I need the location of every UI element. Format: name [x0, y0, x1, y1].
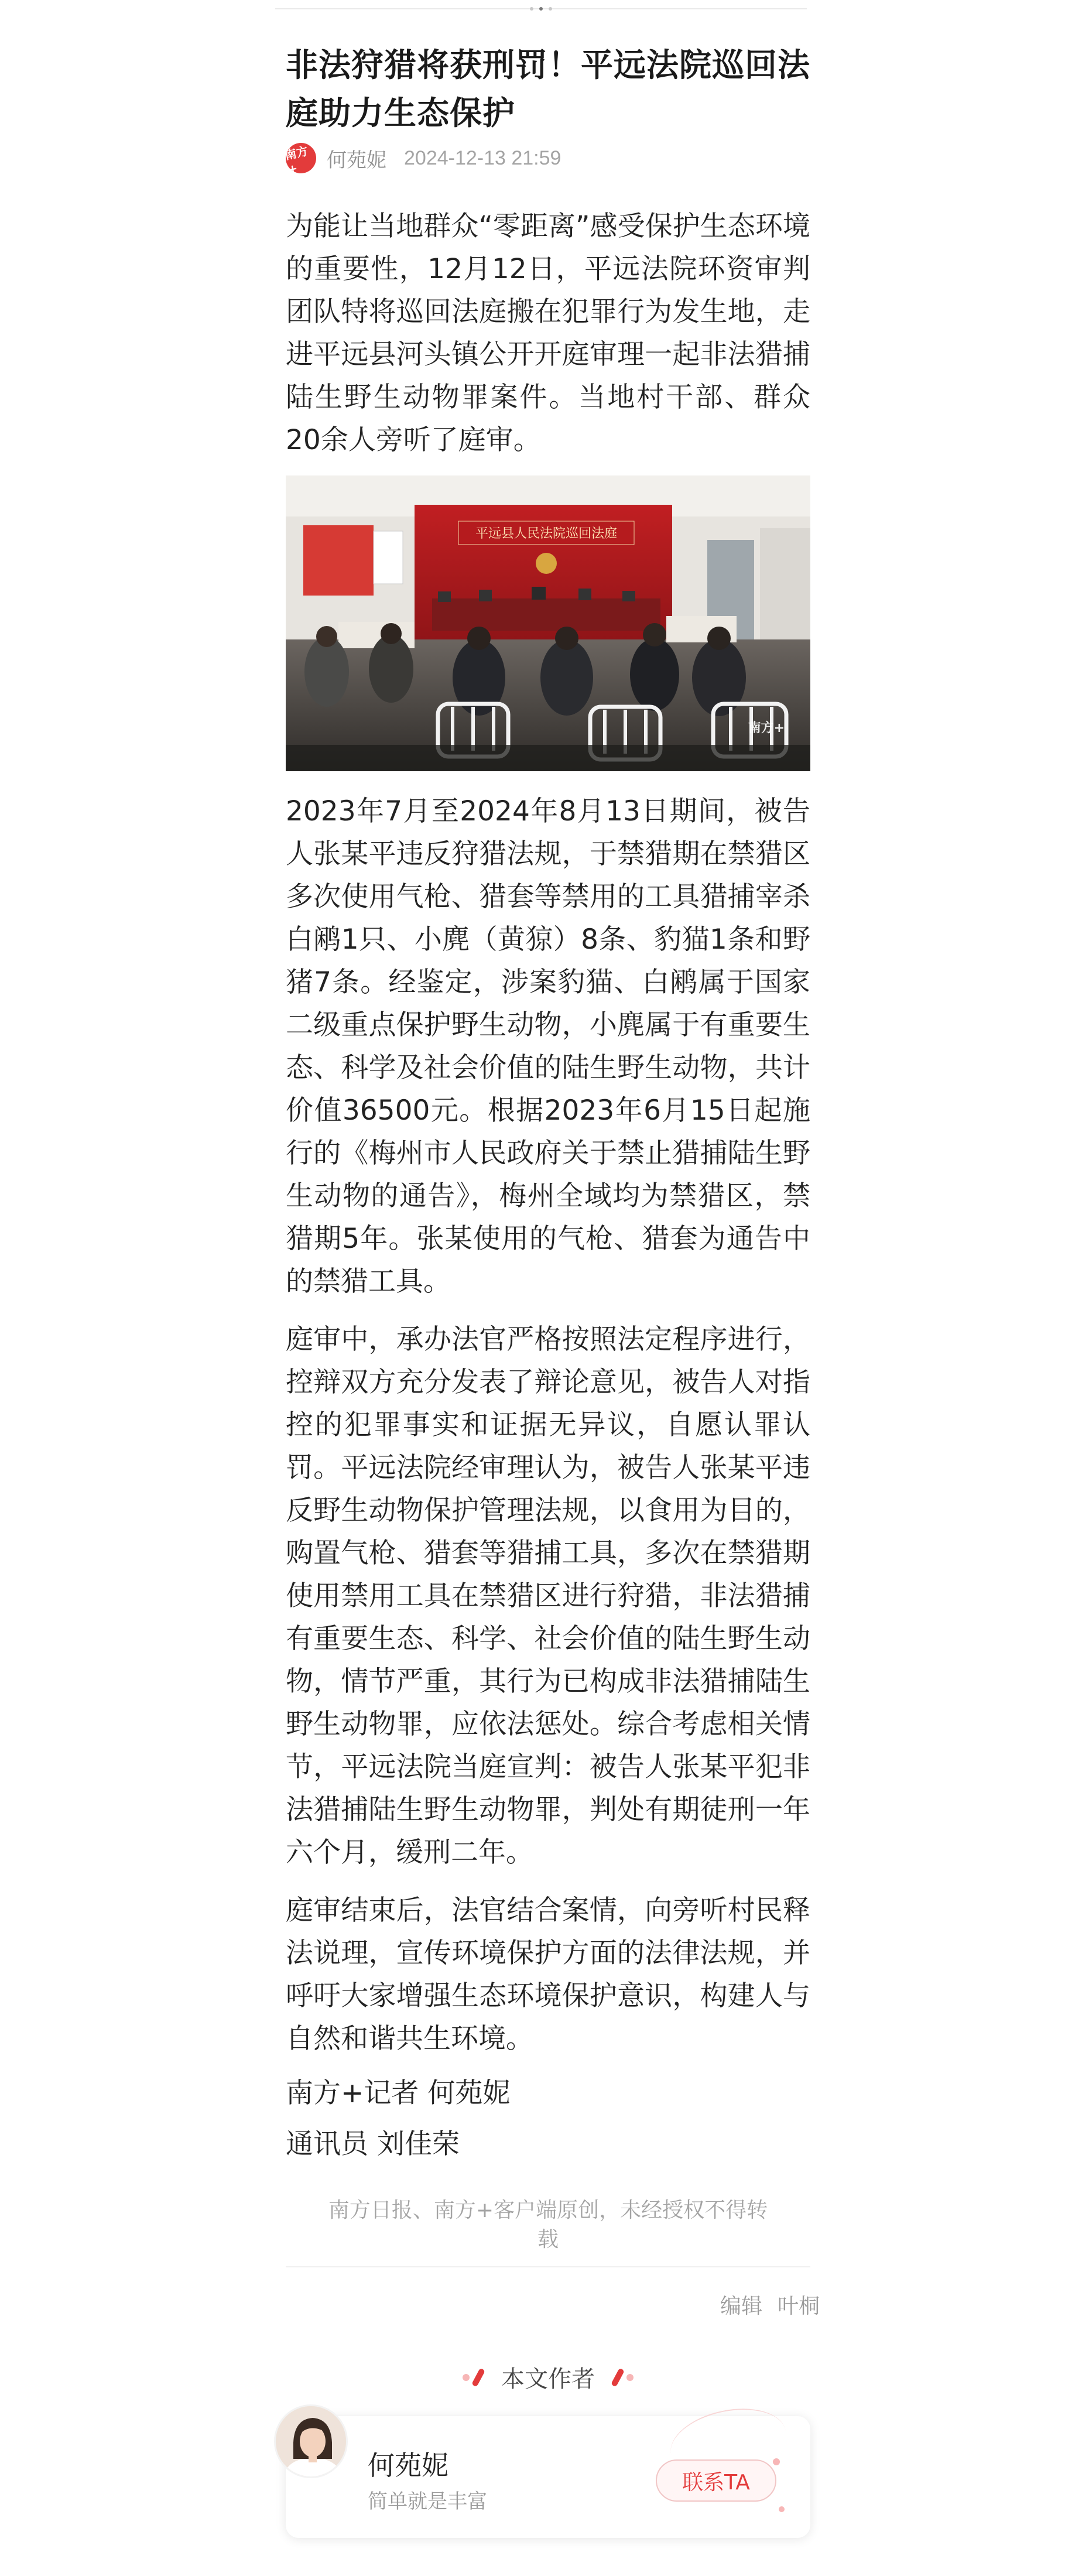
author-section-title: 本文作者	[501, 2366, 595, 2393]
author-avatar[interactable]	[274, 2404, 348, 2478]
author-link[interactable]: 何苑妮	[327, 148, 386, 172]
author-card-name[interactable]: 何苑妮	[368, 2450, 448, 2481]
article-meta	[283, 142, 810, 177]
divider	[286, 2266, 810, 2267]
author-card-motto: 简单就是丰富	[368, 2490, 487, 2513]
page-dot	[549, 7, 552, 11]
byline-correspondent: 通讯员 刘佳荣	[286, 2128, 460, 2160]
author-card[interactable]	[286, 2416, 810, 2538]
article-paragraph: 庭审结束后，法官结合案情，向旁听村民释法说理，宣传环境保护方面的法律法规，并呼吁大家增强生态环境保护意识，构建人与自然和谐共生环境。	[286, 1894, 810, 2055]
article-photo[interactable]	[286, 475, 810, 771]
contact-author-button[interactable]: 联系TA	[656, 2459, 776, 2502]
editor-info	[286, 2290, 820, 2320]
copyright-notice: 南方日报、南方+客户端原创，未经授权不得转载	[328, 2198, 768, 2252]
card-decoration-dot	[773, 2458, 780, 2465]
heading-decoration-right	[609, 2368, 634, 2387]
author-section-heading	[286, 2361, 810, 2394]
byline-reporter: 南方+记者 何苑妮	[286, 2077, 511, 2109]
editor-label: 编辑	[720, 2294, 762, 2318]
editor-name: 叶桐	[777, 2294, 820, 2318]
source-logo[interactable]: 南方+	[283, 140, 319, 176]
top-bar	[0, 0, 1082, 14]
article-title: 非法狩猎将获刑罚！平远法院巡回法庭助力生态保护	[286, 46, 811, 132]
page-dot-active	[539, 7, 543, 11]
card-decoration-dot	[779, 2506, 785, 2512]
page-dot	[530, 7, 533, 11]
courtroom-photo	[286, 475, 810, 771]
article-paragraph: 2023年7月至2024年8月13日期间，被告人张某平违反狩猎法规，于禁猎期在禁猎区多次使用气枪、猎套等禁用的工具猎捕宰杀白鹇1只、小麂（黄猄）8条、豹猫1条和野猪7条。经鉴定，涉案豹猫、白鹇属于国家二级重点保护野生动物，小麂属于有重要生态、科学及社会价值的陆生野生动物，共计价值36500元。根据2023年6月15日起施行的《梅州市人民政府关于禁止猎捕陆生野生动物的通告》，梅州全域均为禁猎区，禁猎期5年。张某使用的气枪、猎套为通告中的禁猎工具。	[286, 795, 810, 1298]
photo-watermark: 南方+	[748, 721, 785, 735]
heading-decoration-left	[463, 2368, 487, 2387]
article-paragraph: 为能让当地群众“零距离”感受保护生态环境的重要性，12月12日，平远法院环资审判团队特将巡回法庭搬在犯罪行为发生地，走进平远县河头镇公开开庭审理一起非法猎捕陆生野生动物罪案件。当地村干部、群众20余人旁听了庭审。	[286, 210, 810, 456]
photo-banner-text: 平远县人民法院巡回法庭	[475, 526, 618, 541]
publish-time: 2024-12-13 21:59	[404, 146, 561, 169]
avatar-portrait-icon	[276, 2406, 348, 2478]
article	[283, 41, 820, 2538]
page-indicator	[0, 5, 1082, 11]
article-paragraph: 庭审中，承办法官严格按照法定程序进行，控辩双方充分发表了辩论意见，被告人对指控的犯罪事实和证据无异议，自愿认罪认罚。平远法院经审理认为，被告人张某平违反野生动物保护管理法规，以食用为目的，购置气枪、猎套等猎捕工具，多次在禁猎期使用禁用工具在禁猎区进行狩猎，非法猎捕有重要生态、科学、社会价值的陆生野生动物，情节严重，其行为已构成非法猎捕陆生野生动物罪，应依法惩处。综合考虑相关情节，平远法院当庭宣判：被告人张某平犯非法猎捕陆生野生动物罪，判处有期徒刑一年六个月，缓刑二年。	[286, 1323, 810, 1869]
